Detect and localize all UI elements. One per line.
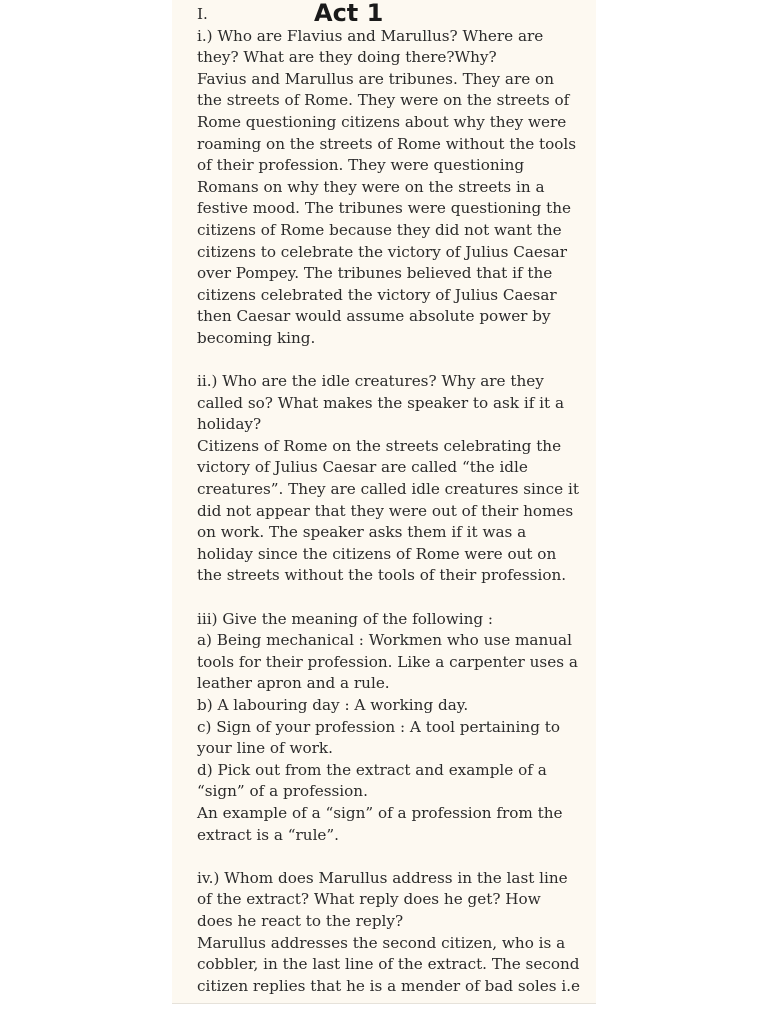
text-line: “sign” of a profession. xyxy=(197,782,368,801)
text-line: citizen replies that he is a mender of bad soles i.e xyxy=(197,976,581,995)
text-line: Favius and Marullus are tribunes. They are on xyxy=(197,69,554,88)
section-numeral: I. xyxy=(197,5,208,23)
text-line: i.) Who are Flavius and Marullus? Where are xyxy=(197,26,544,45)
text-line: did not appear that they were out of their homes xyxy=(197,501,574,520)
text-line: Rome questioning citizens about why they were xyxy=(197,112,567,131)
text-line: citizens celebrated the victory of Julius Caesar xyxy=(197,285,557,304)
text-line: the streets of Rome. They were on the streets of xyxy=(197,91,570,110)
document-body xyxy=(197,0,589,997)
text-line: citizens to celebrate the victory of Julius Caesar xyxy=(197,242,567,261)
text-lines xyxy=(197,26,589,998)
text-line: ii.) Who are the idle creatures? Why are they xyxy=(197,372,544,391)
text-line: An example of a “sign” of a profession from the xyxy=(197,803,563,822)
text-line: leather apron and a rule. xyxy=(197,674,390,693)
text-line: c) Sign of your profession : A tool pertaining to xyxy=(197,717,560,736)
text-line: holiday? xyxy=(197,415,262,434)
text-line: then Caesar would assume absolute power by xyxy=(197,307,551,326)
heading-row xyxy=(197,0,589,27)
blank-line xyxy=(197,587,589,609)
text-line: creatures”. They are called idle creatures since it xyxy=(197,480,579,499)
text-line: d) Pick out from the extract and example of a xyxy=(197,760,547,779)
text-line: a) Being mechanical : Workmen who use manual xyxy=(197,631,572,650)
blank-line xyxy=(197,846,589,868)
text-line: they? What are they doing there?Why? xyxy=(197,48,497,67)
text-line: does he react to the reply? xyxy=(197,911,404,930)
text-line: victory of Julius Caesar are called “the idle xyxy=(197,458,528,477)
text-line: citizens of Rome because they did not want the xyxy=(197,220,562,239)
blank-line xyxy=(197,350,589,372)
text-line: Marullus addresses the second citizen, who is a xyxy=(197,933,566,952)
text-line: your line of work. xyxy=(197,739,333,758)
text-line: holiday since the citizens of Rome were out on xyxy=(197,544,557,563)
document-page xyxy=(172,0,596,1004)
text-line: of their profession. They were questioning xyxy=(197,156,525,175)
text-line: b) A labouring day : A working day. xyxy=(197,696,469,714)
text-line: iv.) Whom does Marullus address in the last line xyxy=(197,868,568,887)
text-line: festive mood. The tribunes were questioning the xyxy=(197,199,571,218)
text-line: extract is a “rule”. xyxy=(197,825,340,844)
text-line: becoming king. xyxy=(197,328,316,347)
text-line: roaming on the streets of Rome without the tools xyxy=(197,134,577,153)
text-line: iii) Give the meaning of the following : xyxy=(197,609,494,628)
text-line: Citizens of Rome on the streets celebrating the xyxy=(197,436,562,455)
text-line: Romans on why they were on the streets in a xyxy=(197,177,545,196)
text-line: over Pompey. The tribunes believed that if the xyxy=(197,264,553,283)
text-line: on work. The speaker asks them if it was a xyxy=(197,523,527,542)
text-line: cobbler, in the last line of the extract. The second xyxy=(197,955,580,974)
page-title: Act 1 xyxy=(314,0,384,27)
text-line: of the extract? What reply does he get? How xyxy=(197,890,541,909)
text-line: tools for their profession. Like a carpenter uses a xyxy=(197,652,578,671)
text-line: the streets without the tools of their profession. xyxy=(197,566,567,585)
text-line: called so? What makes the speaker to ask if it a xyxy=(197,393,565,412)
